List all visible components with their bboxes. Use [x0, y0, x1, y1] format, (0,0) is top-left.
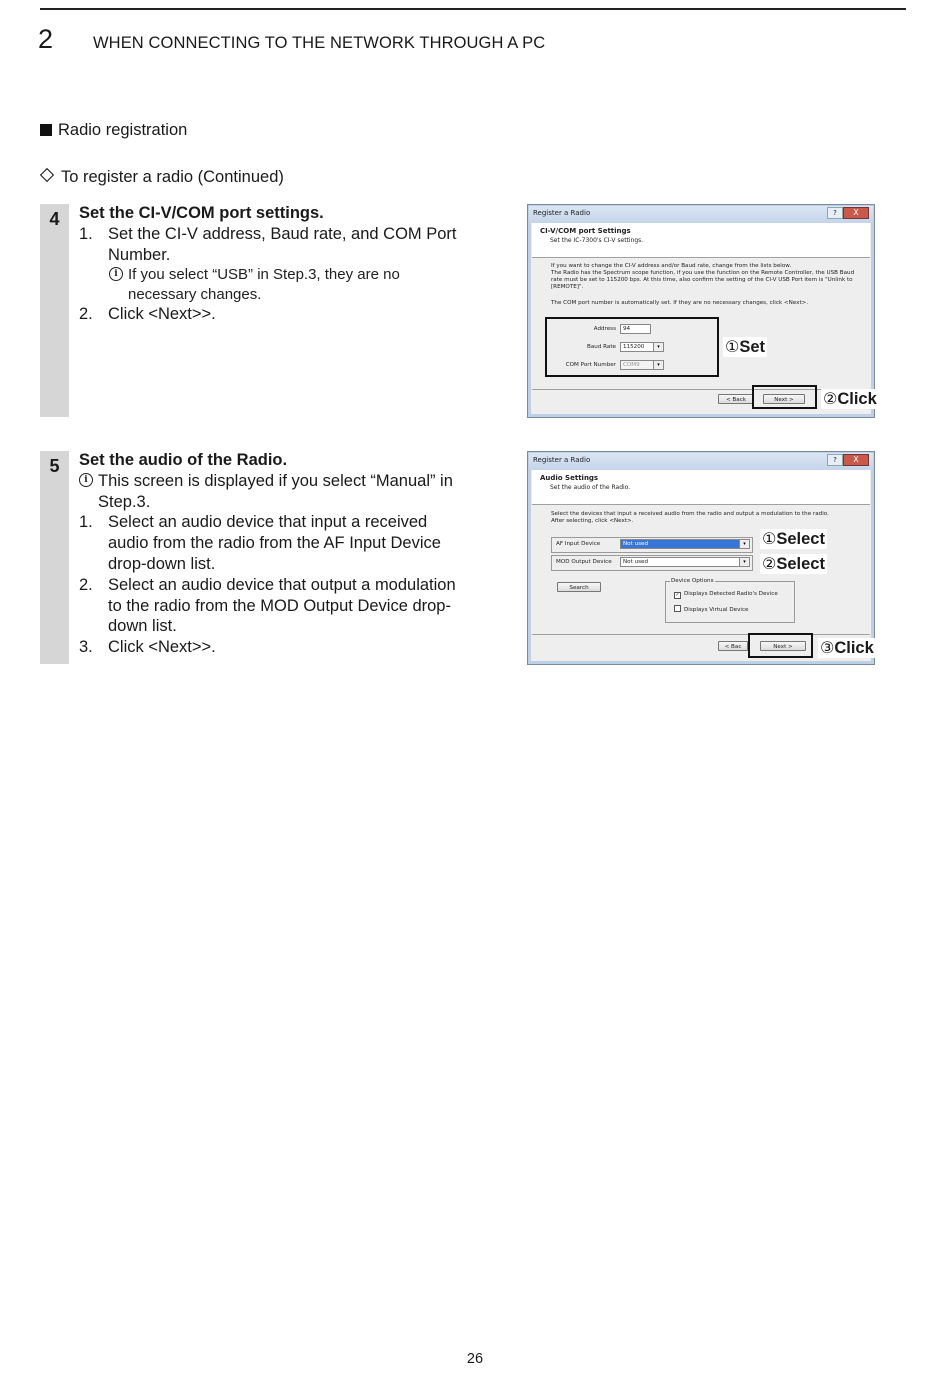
dialog-header	[532, 223, 870, 258]
dialog-title-bar	[529, 206, 873, 223]
step-5-note: i This screen is displayed if you select “Manual” in Step.3.	[79, 471, 459, 513]
step-4-text	[79, 203, 459, 325]
baud-rate-label: Baud Rate	[587, 344, 616, 350]
address-field[interactable]: 94	[620, 324, 651, 334]
search-button[interactable]: Search	[557, 582, 601, 592]
dialog-header-subtitle: Set the audio of the Radio.	[550, 484, 631, 491]
dialog-body-text-1: Select the devices that input a received audio from the radio and output a modulation to the radio.	[551, 511, 829, 517]
section-title: Radio registration	[58, 121, 188, 139]
dialog-body-text-5: The COM port number is automatically set. If they are no necessary changes, click <Next>.	[551, 300, 809, 306]
step-5-item-3: 3. Click <Next>>.	[79, 638, 216, 657]
step-5-bar	[40, 451, 69, 664]
top-rule	[40, 8, 906, 10]
af-input-row	[551, 537, 753, 553]
step-4-note: i If you select “USB” in Step.3, they are no necessary changes.	[79, 265, 459, 304]
callout-set: ①Set	[725, 337, 766, 356]
chapter-title: WHEN CONNECTING TO THE NETWORK THROUGH A PC	[93, 34, 546, 52]
com-port-select[interactable]: COM9 ▾	[620, 360, 664, 370]
callout-select-1: ①Select	[762, 529, 825, 548]
step-5-item-1: 1. Select an audio device that input a received audio from the radio from the AF Input Device drop-down list.	[79, 513, 441, 573]
device-options-title: Device Options	[671, 578, 714, 584]
dialog-body-text-4: [REMOTE]".	[551, 284, 584, 290]
af-input-select[interactable]: Not used ▾	[620, 539, 750, 549]
dialog-title: Register a Radio	[533, 456, 591, 464]
page-number: 26	[466, 1351, 484, 1367]
register-radio-dialog-civ	[527, 204, 875, 418]
dialog-header-title: CI-V/COM port Settings	[540, 227, 631, 235]
next-button[interactable]: Next >	[760, 641, 806, 651]
subsection-heading	[40, 168, 284, 187]
chevron-down-icon: ▾	[653, 343, 663, 351]
step-4-title: Set the CI-V/COM port settings.	[79, 204, 324, 222]
chevron-down-icon: ▾	[653, 361, 663, 369]
square-bullet-icon	[40, 124, 52, 136]
dialog-header	[532, 470, 870, 505]
close-button[interactable]: X	[843, 454, 869, 466]
callout-select-2: ②Select	[762, 554, 825, 573]
next-button[interactable]: Next >	[763, 394, 805, 404]
dialog-title: Register a Radio	[533, 209, 591, 217]
address-label: Address	[593, 326, 616, 332]
dialog-header-title: Audio Settings	[540, 474, 599, 482]
dialog-body-text-2: The Radio has the Spectrum scope function, if you use the function on the Remote Controller, the USB Baud	[551, 270, 855, 276]
dialog-header-subtitle: Set the IC-7300's CI-V settings.	[550, 237, 644, 244]
chevron-down-icon: ▾	[739, 540, 749, 548]
dialog-body-text-2: After selecting, click <Next>.	[551, 518, 634, 524]
help-button[interactable]: ?	[827, 454, 843, 466]
back-button[interactable]: < Back	[718, 394, 754, 404]
step-4-number: 4	[49, 209, 60, 229]
step-4-bar	[40, 204, 69, 417]
mod-output-label: MOD Output Device	[556, 559, 612, 565]
callout-click: ②Click	[823, 389, 877, 408]
dialog-footer-separator	[532, 634, 870, 635]
mod-output-select[interactable]: Not used ▾	[620, 557, 750, 567]
option-detected-device[interactable]: ✓ Displays Detected Radio's Device	[675, 591, 778, 598]
step-4-item-2: 2. Click <Next>>.	[79, 305, 216, 324]
section-heading	[40, 121, 187, 140]
subsection-title: To register a radio (Continued)	[61, 168, 284, 186]
checkbox-checked-icon[interactable]: ✓	[675, 592, 680, 598]
mod-output-row	[551, 555, 753, 571]
baud-rate-select[interactable]: 115200 ▾	[620, 342, 664, 352]
dialog-body-text-1: If you want to change the CI-V address and/or Baud rate, change from the lists below.	[551, 263, 792, 269]
back-button[interactable]: < Bac	[718, 641, 748, 651]
com-port-label: COM Port Number	[565, 362, 616, 368]
chevron-down-icon: ▾	[739, 558, 749, 566]
step-5-text	[79, 450, 459, 658]
device-options-group	[665, 578, 795, 623]
option-virtual-device[interactable]: Displays Virtual Device	[674, 605, 749, 613]
help-button[interactable]: ?	[827, 207, 843, 219]
chapter-number: 2	[38, 24, 54, 54]
set-highlight-box	[545, 317, 719, 377]
info-icon: i	[109, 267, 123, 281]
af-input-label: AF Input Device	[556, 541, 601, 547]
dialog-title-bar	[529, 453, 873, 470]
step-5-item-2: 2. Select an audio device that output a modulation to the radio from the MOD Output Device drop-down list.	[79, 575, 456, 636]
close-button[interactable]: X	[843, 207, 869, 219]
callout-click: ③Click	[820, 638, 874, 657]
step-5-number: 5	[49, 456, 60, 476]
step-4-item-1: 1. Set the CI-V address, Baud rate, and COM Port Number.	[79, 224, 457, 264]
diamond-bullet-icon	[40, 168, 54, 182]
checkbox-icon[interactable]	[674, 605, 681, 612]
step-5-title: Set the audio of the Radio.	[79, 451, 288, 469]
next-highlight-box	[748, 633, 813, 658]
info-icon: i	[79, 473, 93, 487]
dialog-body-text-3: rate must be set to 115200 bps. At this time, also confirm the setting of the CI-V USB Port item is "Unlink to	[551, 277, 853, 283]
next-highlight-box	[752, 385, 817, 409]
dialog-footer-separator	[532, 389, 870, 390]
